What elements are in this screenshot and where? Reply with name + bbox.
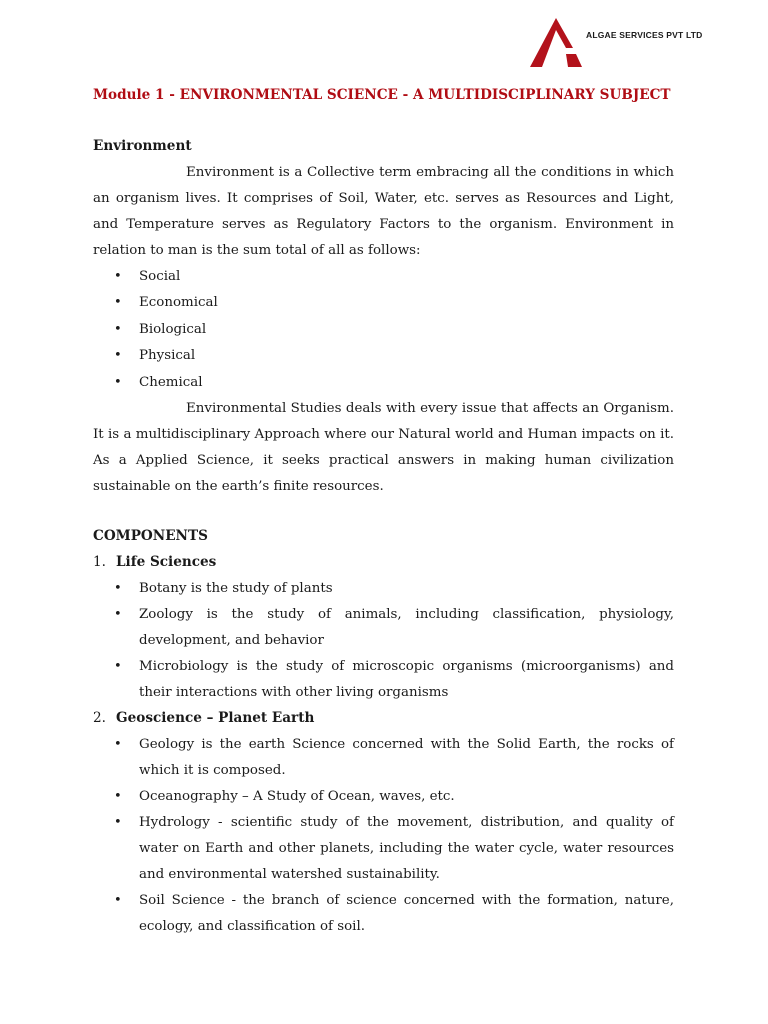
list-item: • Economical xyxy=(93,290,674,316)
section-heading-life-sciences xyxy=(93,554,216,570)
section-title: Geoscience – Planet Earth xyxy=(116,710,315,726)
company-logo xyxy=(528,16,728,68)
studies-paragraph xyxy=(93,396,674,500)
list-item: • Zoology is the study of animals, including classification, physiology, development, and behavior xyxy=(93,602,674,654)
list-item: • Botany is the study of plants xyxy=(93,576,674,602)
environment-heading: Environment xyxy=(93,138,192,154)
list-item: • Microbiology is the study of microscopic organisms (microorganisms) and their interactions with other living organisms xyxy=(93,654,674,706)
list-item: • Oceanography – A Study of Ocean, waves, etc. xyxy=(93,784,674,810)
company-name: ALGAE SERVICES PVT LTD xyxy=(586,30,703,40)
logo-triangle-icon xyxy=(528,16,588,68)
list-item: • Geology is the earth Science concerned with the Solid Earth, the rocks of which it is composed. xyxy=(93,732,674,784)
environment-paragraph-text: Environment is a Collective term embracing all the conditions in which an organism lives. It comprises of Soil, Water, etc. serves as Resources and Light, and Temperature serves as Regulatory Factors to the organism. Environment in relation to man is the sum total of all as follows: xyxy=(93,165,674,258)
list-item: • Physical xyxy=(93,343,674,369)
list-item: • Hydrology - scientific study of the movement, distribution, and quality of water on Earth and other planets, including the water cycle, water resources and environmental watershed sustainability. xyxy=(93,810,674,888)
list-item: • Biological xyxy=(93,317,674,343)
list-item: • Social xyxy=(93,264,674,290)
studies-paragraph-text: Environmental Studies deals with every issue that affects an Organism. It is a multidisciplinary Approach where our Natural world and Human impacts on it. As a Applied Science, it seeks practical answers in making human civilization sustainable on the earth’s finite resources. xyxy=(93,401,674,494)
environment-paragraph xyxy=(93,160,674,264)
list-item: • Soil Science - the branch of science concerned with the formation, nature, ecology, and classification of soil. xyxy=(93,888,674,940)
list-item: • Chemical xyxy=(93,370,674,396)
section-number: 2. xyxy=(93,710,106,726)
section-number: 1. xyxy=(93,554,106,570)
document-title: Module 1 - ENVIRONMENTAL SCIENCE - A MULTIDISCIPLINARY SUBJECT xyxy=(93,87,671,103)
section-title: Life Sciences xyxy=(116,554,217,570)
geoscience-list xyxy=(93,732,674,940)
section-heading-geoscience xyxy=(93,710,314,726)
life-sciences-list xyxy=(93,576,674,706)
environment-list xyxy=(93,264,674,396)
components-heading: COMPONENTS xyxy=(93,528,208,544)
